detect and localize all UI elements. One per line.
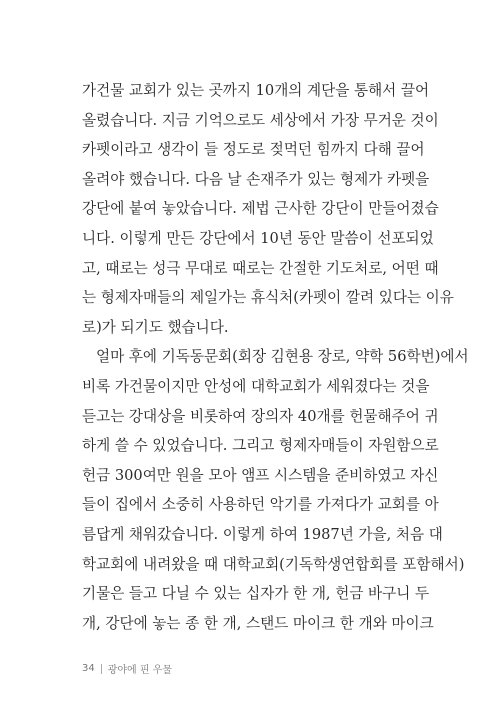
text-line: 학교회에 내려왔을 때 대학교회(기독학생연합회를 포함해서) xyxy=(82,555,465,573)
book-title: 광야에 핀 우물 xyxy=(107,665,173,676)
text-line: 카펫이라고 생각이 들 정도로 젖먹던 힘까지 다해 끌어 xyxy=(82,141,425,159)
text-line: 는 형제자매들의 제일가는 휴식처(카펫이 깔려 있다는 이유 xyxy=(82,289,454,307)
text-line: 하게 쓸 수 있었습니다. 그리고 형제자매들이 자원함으로 xyxy=(82,437,439,455)
body-text xyxy=(82,76,469,638)
text-line: 강단에 붙여 놓았습니다. 제법 근사한 강단이 만들어졌습 xyxy=(82,200,439,218)
text-line: 개, 강단에 놓는 종 한 개, 스탠드 마이크 한 개와 마이크 xyxy=(82,614,434,632)
page-footer xyxy=(82,661,172,676)
page-number: 34 xyxy=(82,663,95,674)
text-line: 얼마 후에 기독동문회(회장 김현용 장로, 약학 56학번)에서 xyxy=(96,348,469,366)
footer-divider xyxy=(101,664,102,674)
text-line: 기물은 들고 다닐 수 있는 십자가 한 개, 헌금 바구니 두 xyxy=(82,585,430,603)
text-line: 들이 집에서 소중히 사용하던 악기를 가져다가 교회를 아 xyxy=(82,496,439,514)
text-line: 로)가 되기도 했습니다. xyxy=(82,318,229,336)
text-line: 헌금 300여만 원을 모아 앰프 시스템을 준비하였고 자신 xyxy=(82,466,439,484)
text-line: 가건물 교회가 있는 곳까지 10개의 계단을 통해서 끌어 xyxy=(82,82,430,99)
text-line: 듣고는 강대상을 비롯하여 장의자 40개를 헌물해주어 귀 xyxy=(82,407,439,425)
text-line: 름답게 채워갔습니다. 이렇게 하여 1987년 가을, 처음 대 xyxy=(82,525,443,543)
text-line: 고, 때로는 성극 무대로 때로는 간절한 기도처로, 어떤 때 xyxy=(82,259,439,277)
text-line: 올려야 했습니다. 다음 날 손재주가 있는 형제가 카펫을 xyxy=(82,170,430,188)
text-line: 니다. 이렇게 만든 강단에서 10년 동안 말씀이 선포되었 xyxy=(82,229,434,247)
text-line: 비록 가건물이지만 안성에 대학교회가 세워졌다는 것을 xyxy=(82,377,430,395)
text-line: 올렸습니다. 지금 기억으로도 세상에서 가장 무거운 것이 xyxy=(82,111,439,129)
